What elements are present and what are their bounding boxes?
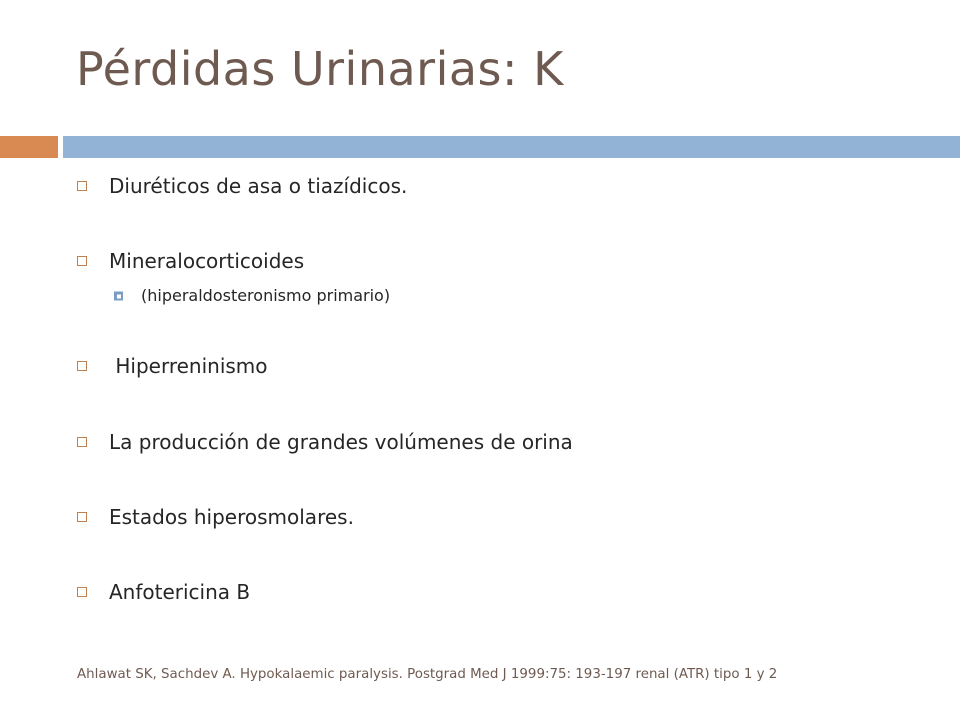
filled-square-bullet-icon	[114, 292, 123, 301]
bullet-text: Estados hiperosmolares.	[109, 505, 354, 529]
bullet-text: Mineralocorticoides	[109, 249, 305, 273]
bullet-text: Hiperreninismo	[109, 354, 268, 378]
square-bullet-icon	[77, 181, 87, 191]
square-bullet-icon	[77, 256, 87, 266]
bullet-text: Anfotericina B	[109, 580, 251, 604]
square-bullet-icon	[77, 512, 87, 522]
slide-title: Pérdidas Urinarias: K	[76, 42, 564, 96]
accent-bar-orange	[0, 136, 58, 158]
citation-text: Ahlawat SK, Sachdev A. Hypokalaemic paralysis. Postgrad Med J 1999:75: 193-197 renal (ATR) tipo 1 y 2	[77, 667, 778, 682]
square-bullet-icon	[77, 587, 87, 597]
square-bullet-icon	[77, 437, 87, 447]
bullet-text: La producción de grandes volúmenes de orina	[109, 430, 573, 454]
square-bullet-icon	[77, 361, 87, 371]
bullet-text: Diuréticos de asa o tiazídicos.	[109, 174, 408, 198]
sub-bullet-text: (hiperaldosteronismo primario)	[141, 286, 391, 305]
accent-bar-blue	[63, 136, 960, 158]
